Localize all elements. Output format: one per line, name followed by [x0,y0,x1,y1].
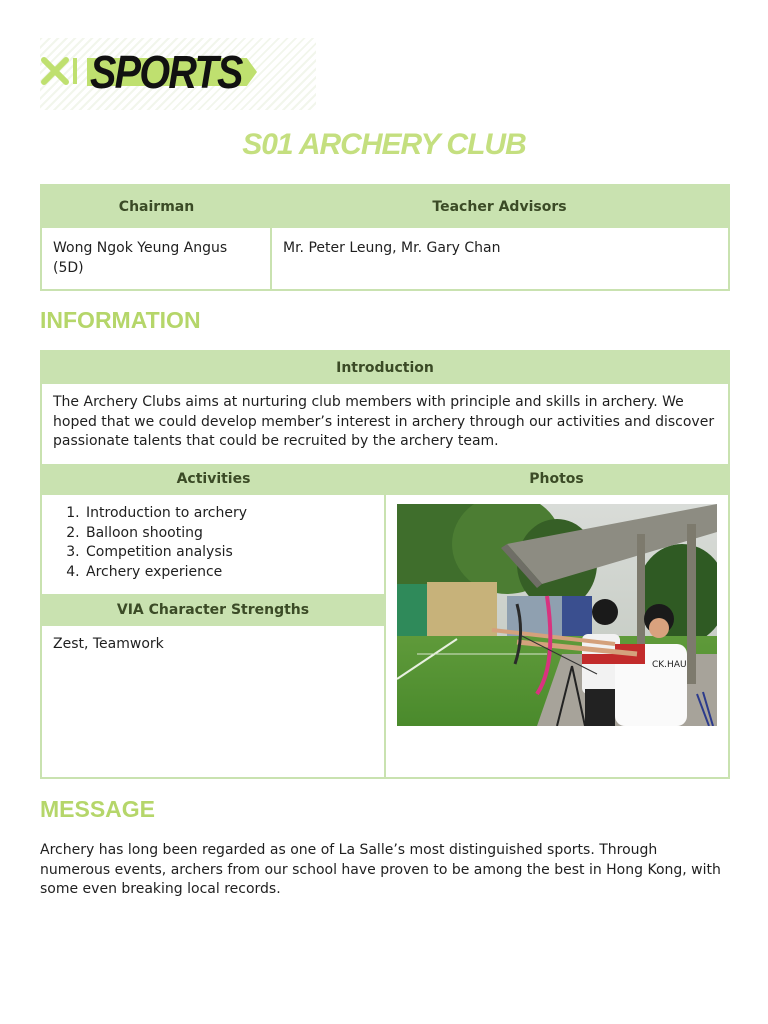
chairman-header: Chairman [42,186,271,228]
activity-item: 3. Competition analysis [84,543,372,563]
photos-header: Photos [385,464,728,495]
message-heading: MESSAGE [40,796,156,822]
advisors-header: Teacher Advisors [271,186,728,228]
information-heading: INFORMATION [40,307,201,333]
advisors-cell: Mr. Peter Leung, Mr. Gary Chan [283,240,501,256]
brand-text: SPORTS [90,46,242,98]
column-divider [384,495,386,777]
jersey-text: CK.HAU [652,660,687,670]
activity-item: 4. Archery experience [84,563,372,583]
strengths-text: Zest, Teamwork [53,636,164,652]
strengths-header: VIA Character Strengths [42,594,384,626]
column-divider [270,228,272,289]
sports-banner [40,38,316,110]
leaders-table [40,184,730,291]
activity-item: 2. Balloon shooting [84,524,372,544]
information-table [40,350,730,779]
introduction-header: Introduction [42,352,728,384]
activity-item: 1. Introduction to archery [84,504,372,524]
activities-list [42,504,372,582]
chairman-name: Wong Ngok Yeung Angus [53,240,228,256]
archery-photo [397,504,717,726]
introduction-text: The Archery Clubs aims at nurturing club members with principle and skills in archery. We hoped that we could develop member’s interest in archery through our activities and discover passionate talents that could be recruited by the archery team. [53,394,715,449]
chairman-class: (5D) [53,259,84,276]
x-icon [40,56,70,86]
message-text: Archery has long been regarded as one of La Salle’s most distinguished sports. Through numerous events, archers from our school have proven to be among the best in Hong Kong, with some even breaking local records. [40,842,721,897]
activities-header: Activities [42,464,385,495]
page-title: S01 ARCHERY CLUB [242,128,526,161]
chairman-cell [53,239,263,278]
banner-divider [73,58,77,84]
